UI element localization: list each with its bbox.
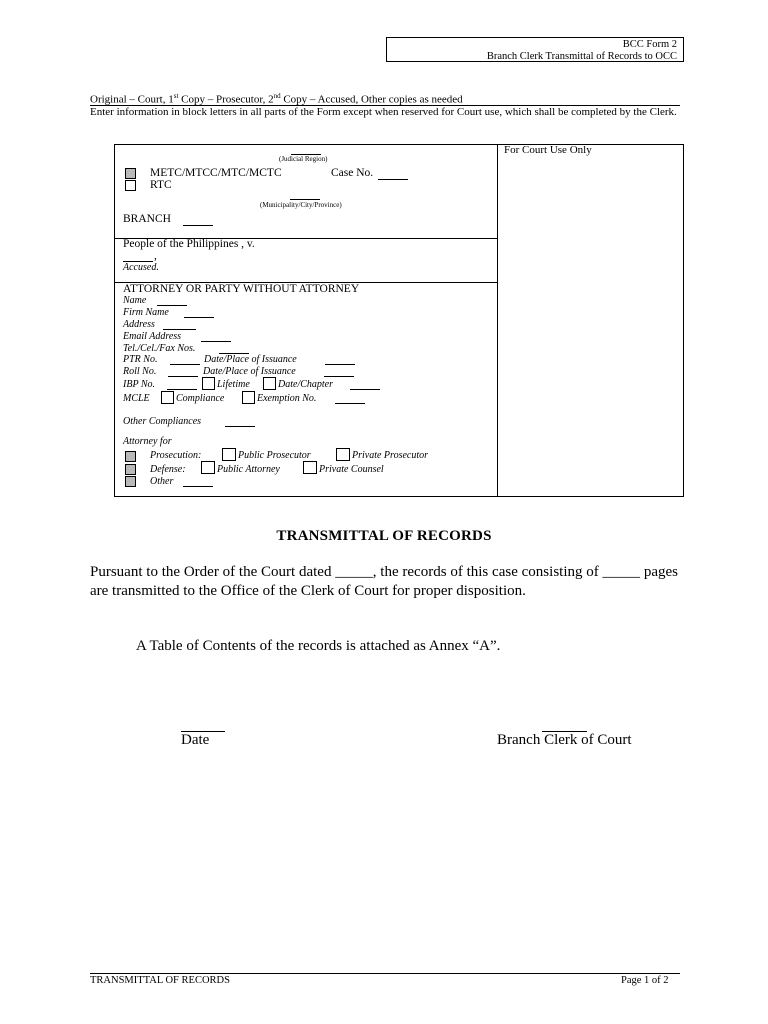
- copies-text-2: Copy – Prosecutor, 2: [178, 93, 274, 106]
- compliance-label: Compliance: [176, 393, 225, 404]
- private-counsel-checkbox[interactable]: [303, 461, 317, 474]
- rtc-checkbox[interactable]: [125, 180, 136, 191]
- ptr-field[interactable]: [170, 364, 200, 365]
- metc-checkbox[interactable]: [125, 168, 136, 179]
- prosecution-checkbox[interactable]: [125, 451, 136, 462]
- branch-field[interactable]: [183, 225, 213, 226]
- form-number: BCC Form 2: [622, 39, 677, 50]
- other-field[interactable]: [183, 486, 213, 487]
- roll-date-field[interactable]: [324, 376, 354, 377]
- case-info-box: [114, 144, 684, 497]
- roll-date-label: Date/Place of Issuance: [203, 366, 296, 377]
- document-title: TRANSMITTAL OF RECORDS: [276, 528, 492, 544]
- other-compliances-label: Other Compliances: [123, 416, 202, 427]
- public-attorney-label: Public Attorney: [217, 464, 280, 475]
- court-use-label: For Court Use Only: [504, 144, 592, 156]
- judicial-region-label: (Judicial Region): [279, 155, 328, 163]
- form-title: Branch Clerk Transmittal of Records to OCC: [486, 51, 677, 62]
- address-label: Address: [123, 319, 155, 330]
- footer-rule: [90, 973, 680, 974]
- firm-name-field[interactable]: [184, 317, 214, 318]
- attorney-heading: ATTORNEY OR PARTY WITHOUT ATTORNEY: [123, 283, 360, 295]
- footer-title: TRANSMITTAL OF RECORDS: [90, 975, 230, 986]
- copies-sup-1: st: [173, 92, 179, 100]
- copies-text-1: Original – Court, 1: [90, 93, 174, 106]
- lifetime-label: Lifetime: [217, 379, 250, 390]
- exemption-label: Exemption No.: [257, 393, 317, 404]
- other-compliances-field[interactable]: [225, 426, 255, 427]
- exemption-checkbox[interactable]: [242, 391, 255, 404]
- roll-field[interactable]: [168, 376, 198, 377]
- municipality-line: [290, 199, 320, 200]
- page-number: Page 1 of 2: [621, 975, 669, 986]
- court-use-divider: [497, 144, 498, 497]
- date-chapter-label: Date/Chapter: [278, 379, 333, 390]
- ptr-label: PTR No.: [123, 354, 158, 365]
- exemption-field[interactable]: [335, 403, 365, 404]
- other-checkbox[interactable]: [125, 476, 136, 487]
- defense-checkbox[interactable]: [125, 464, 136, 475]
- prosecution-label: Prosecution:: [150, 450, 202, 461]
- instructions-text: Enter information in block letters in all parts of the Form except when reserved for Court use, which shall be completed by the Clerk.: [90, 106, 677, 118]
- name-field[interactable]: [157, 305, 187, 306]
- name-label: Name: [123, 295, 147, 306]
- private-counsel-label: Private Counsel: [319, 464, 384, 475]
- copies-distribution: [90, 92, 463, 106]
- public-prosecutor-checkbox[interactable]: [222, 448, 236, 461]
- people-label: People of the Philippines , v.: [123, 238, 255, 250]
- attorney-for-label: Attorney for: [123, 436, 172, 447]
- private-prosecutor-checkbox[interactable]: [336, 448, 350, 461]
- ibp-label: IBP No.: [123, 379, 156, 390]
- private-prosecutor-label: Private Prosecutor: [352, 450, 429, 461]
- annex-statement: A Table of Contents of the records is attached as Annex “A”.: [136, 638, 501, 654]
- date-chapter-checkbox[interactable]: [263, 377, 276, 390]
- municipality-label: (Municipality/City/Province): [260, 201, 342, 209]
- ptr-date-field[interactable]: [325, 364, 355, 365]
- firm-name-label: Firm Name: [123, 307, 169, 318]
- copies-text-3: Copy – Accused, Other copies as needed: [280, 93, 463, 106]
- case-no-field[interactable]: [378, 179, 408, 180]
- other-label: Other: [150, 476, 174, 487]
- defense-label: Defense:: [150, 464, 186, 475]
- transmittal-paragraph: Pursuant to the Order of the Court dated _____, the records of this case consisting of _____ pages are transmitted to the Office of the Clerk of Court for proper disposition.: [90, 564, 678, 599]
- metc-label: METC/MTCC/MTC/MCTC: [150, 167, 282, 179]
- case-no-label: Case No.: [331, 167, 374, 179]
- roll-label: Roll No.: [123, 366, 157, 377]
- lifetime-checkbox[interactable]: [202, 377, 215, 390]
- compliance-checkbox[interactable]: [161, 391, 174, 404]
- clerk-label: Branch Clerk of Court: [497, 732, 632, 748]
- public-attorney-checkbox[interactable]: [201, 461, 215, 474]
- accused-label: Accused.: [123, 262, 159, 273]
- ibp-field[interactable]: [167, 389, 197, 390]
- public-prosecutor-label: Public Prosecutor: [238, 450, 311, 461]
- date-label: Date: [181, 732, 210, 748]
- copies-sup-2: nd: [273, 92, 281, 100]
- mcle-label: MCLE: [123, 393, 150, 404]
- date-chapter-field[interactable]: [350, 389, 380, 390]
- address-field[interactable]: [163, 329, 196, 330]
- tel-label: Tel./Cel./Fax Nos.: [123, 343, 196, 354]
- branch-label: BRANCH: [123, 213, 171, 225]
- email-field[interactable]: [201, 341, 231, 342]
- rtc-label: RTC: [150, 179, 172, 191]
- email-label: Email Address: [123, 331, 182, 342]
- form-header-box: [386, 37, 684, 62]
- ptr-date-label: Date/Place of Issuance: [204, 354, 297, 365]
